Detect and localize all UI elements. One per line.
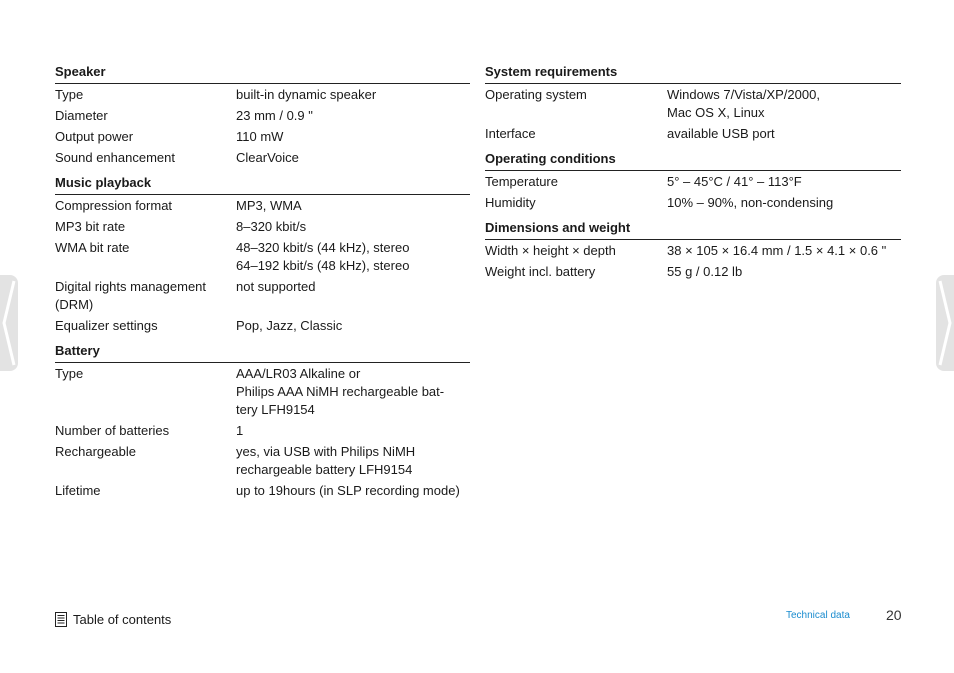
spec-value: 110 mW [236,129,284,144]
spec-row [485,242,901,260]
spec-key: Weight incl. battery [485,264,596,279]
spec-key: Type [55,87,84,102]
section-operating-conditions [485,151,901,212]
spec-value: 1 [236,423,244,438]
chevron-left-icon [0,275,18,371]
spec-row [55,197,470,215]
section-title: Dimensions and weight [485,220,901,240]
section-music-playback [55,175,470,335]
spec-key: Digital rights management (DRM) [55,279,207,312]
spec-key: Output power [55,129,134,144]
section-speaker [55,64,470,167]
toc-label: Table of contents [73,612,172,627]
section-system-requirements [485,64,901,143]
spec-value: built-in dynamic speaker [236,87,377,102]
spec-row [55,365,470,419]
spec-row [485,173,901,191]
spec-key: Rechargeable [55,444,136,459]
section-title: Music playback [55,175,470,195]
spec-value: Pop, Jazz, Classic [236,318,343,333]
spec-key: Temperature [485,174,558,189]
spec-value: 55 g / 0.12 lb [667,264,743,279]
spec-value: Windows 7/Vista/XP/2000, Mac OS X, Linux [667,87,820,120]
spec-value: not supported [236,279,316,294]
section-title: Operating conditions [485,151,901,171]
spec-value: 8–320 kbit/s [236,219,307,234]
next-page-tab[interactable] [936,275,954,371]
left-column [55,64,470,503]
spec-value: yes, via USB with Philips NiMH rechargeable battery LFH9154 [236,444,416,477]
spec-row [55,482,470,500]
spec-key: Lifetime [55,483,101,498]
spec-value: 48–320 kbit/s (44 kHz), stereo 64–192 kbit/s (48 kHz), stereo [236,240,410,273]
spec-key: Sound enhancement [55,150,175,165]
prev-page-tab[interactable] [0,275,18,371]
section-dimensions-weight [485,220,901,281]
spec-row [55,218,470,236]
spec-key: Number of batteries [55,423,170,438]
spec-value: 10% – 90%, non-condensing [667,195,834,210]
spec-key: Diameter [55,108,108,123]
spec-row [55,443,470,479]
spec-value: ClearVoice [236,150,299,165]
table-of-contents-link[interactable] [55,612,171,627]
section-battery [55,343,470,500]
page-number: 20 [886,607,902,623]
spec-value: up to 19hours (in SLP recording mode) [236,483,460,498]
spec-key: Equalizer settings [55,318,158,333]
section-title: Battery [55,343,470,363]
spec-row [55,128,470,146]
spec-value: 23 mm / 0.9 " [236,108,313,123]
spec-key: MP3 bit rate [55,219,126,234]
spec-key: Compression format [55,198,173,213]
spec-row [55,107,470,125]
spec-value: AAA/LR03 Alkaline or Philips AAA NiMH rechargeable bat- tery LFH9154 [236,366,445,417]
spec-row [55,422,470,440]
section-link-technical-data[interactable]: Technical data [786,610,850,621]
spec-value: 38 × 105 × 16.4 mm / 1.5 × 4.1 × 0.6 " [667,243,887,258]
spec-row [485,125,901,143]
spec-row [485,194,901,212]
spec-key: Type [55,366,84,381]
spec-row [485,86,901,122]
spec-row [55,317,470,335]
spec-value: MP3, WMA [236,198,302,213]
spec-value: available USB port [667,126,775,141]
spec-row [55,278,470,314]
chevron-right-icon [936,275,954,371]
spec-row [55,149,470,167]
spec-key: Humidity [485,195,536,210]
spec-row [485,263,901,281]
section-title: System requirements [485,64,901,84]
section-title: Speaker [55,64,470,84]
spec-key: Interface [485,126,536,141]
spec-row [55,239,470,275]
spec-value: 5° – 45°C / 41° – 113°F [667,174,802,189]
right-column [485,64,901,284]
spec-row [55,86,470,104]
list-icon [55,612,67,627]
spec-key: Width × height × depth [485,243,616,258]
spec-key: Operating system [485,87,587,102]
spec-key: WMA bit rate [55,240,130,255]
